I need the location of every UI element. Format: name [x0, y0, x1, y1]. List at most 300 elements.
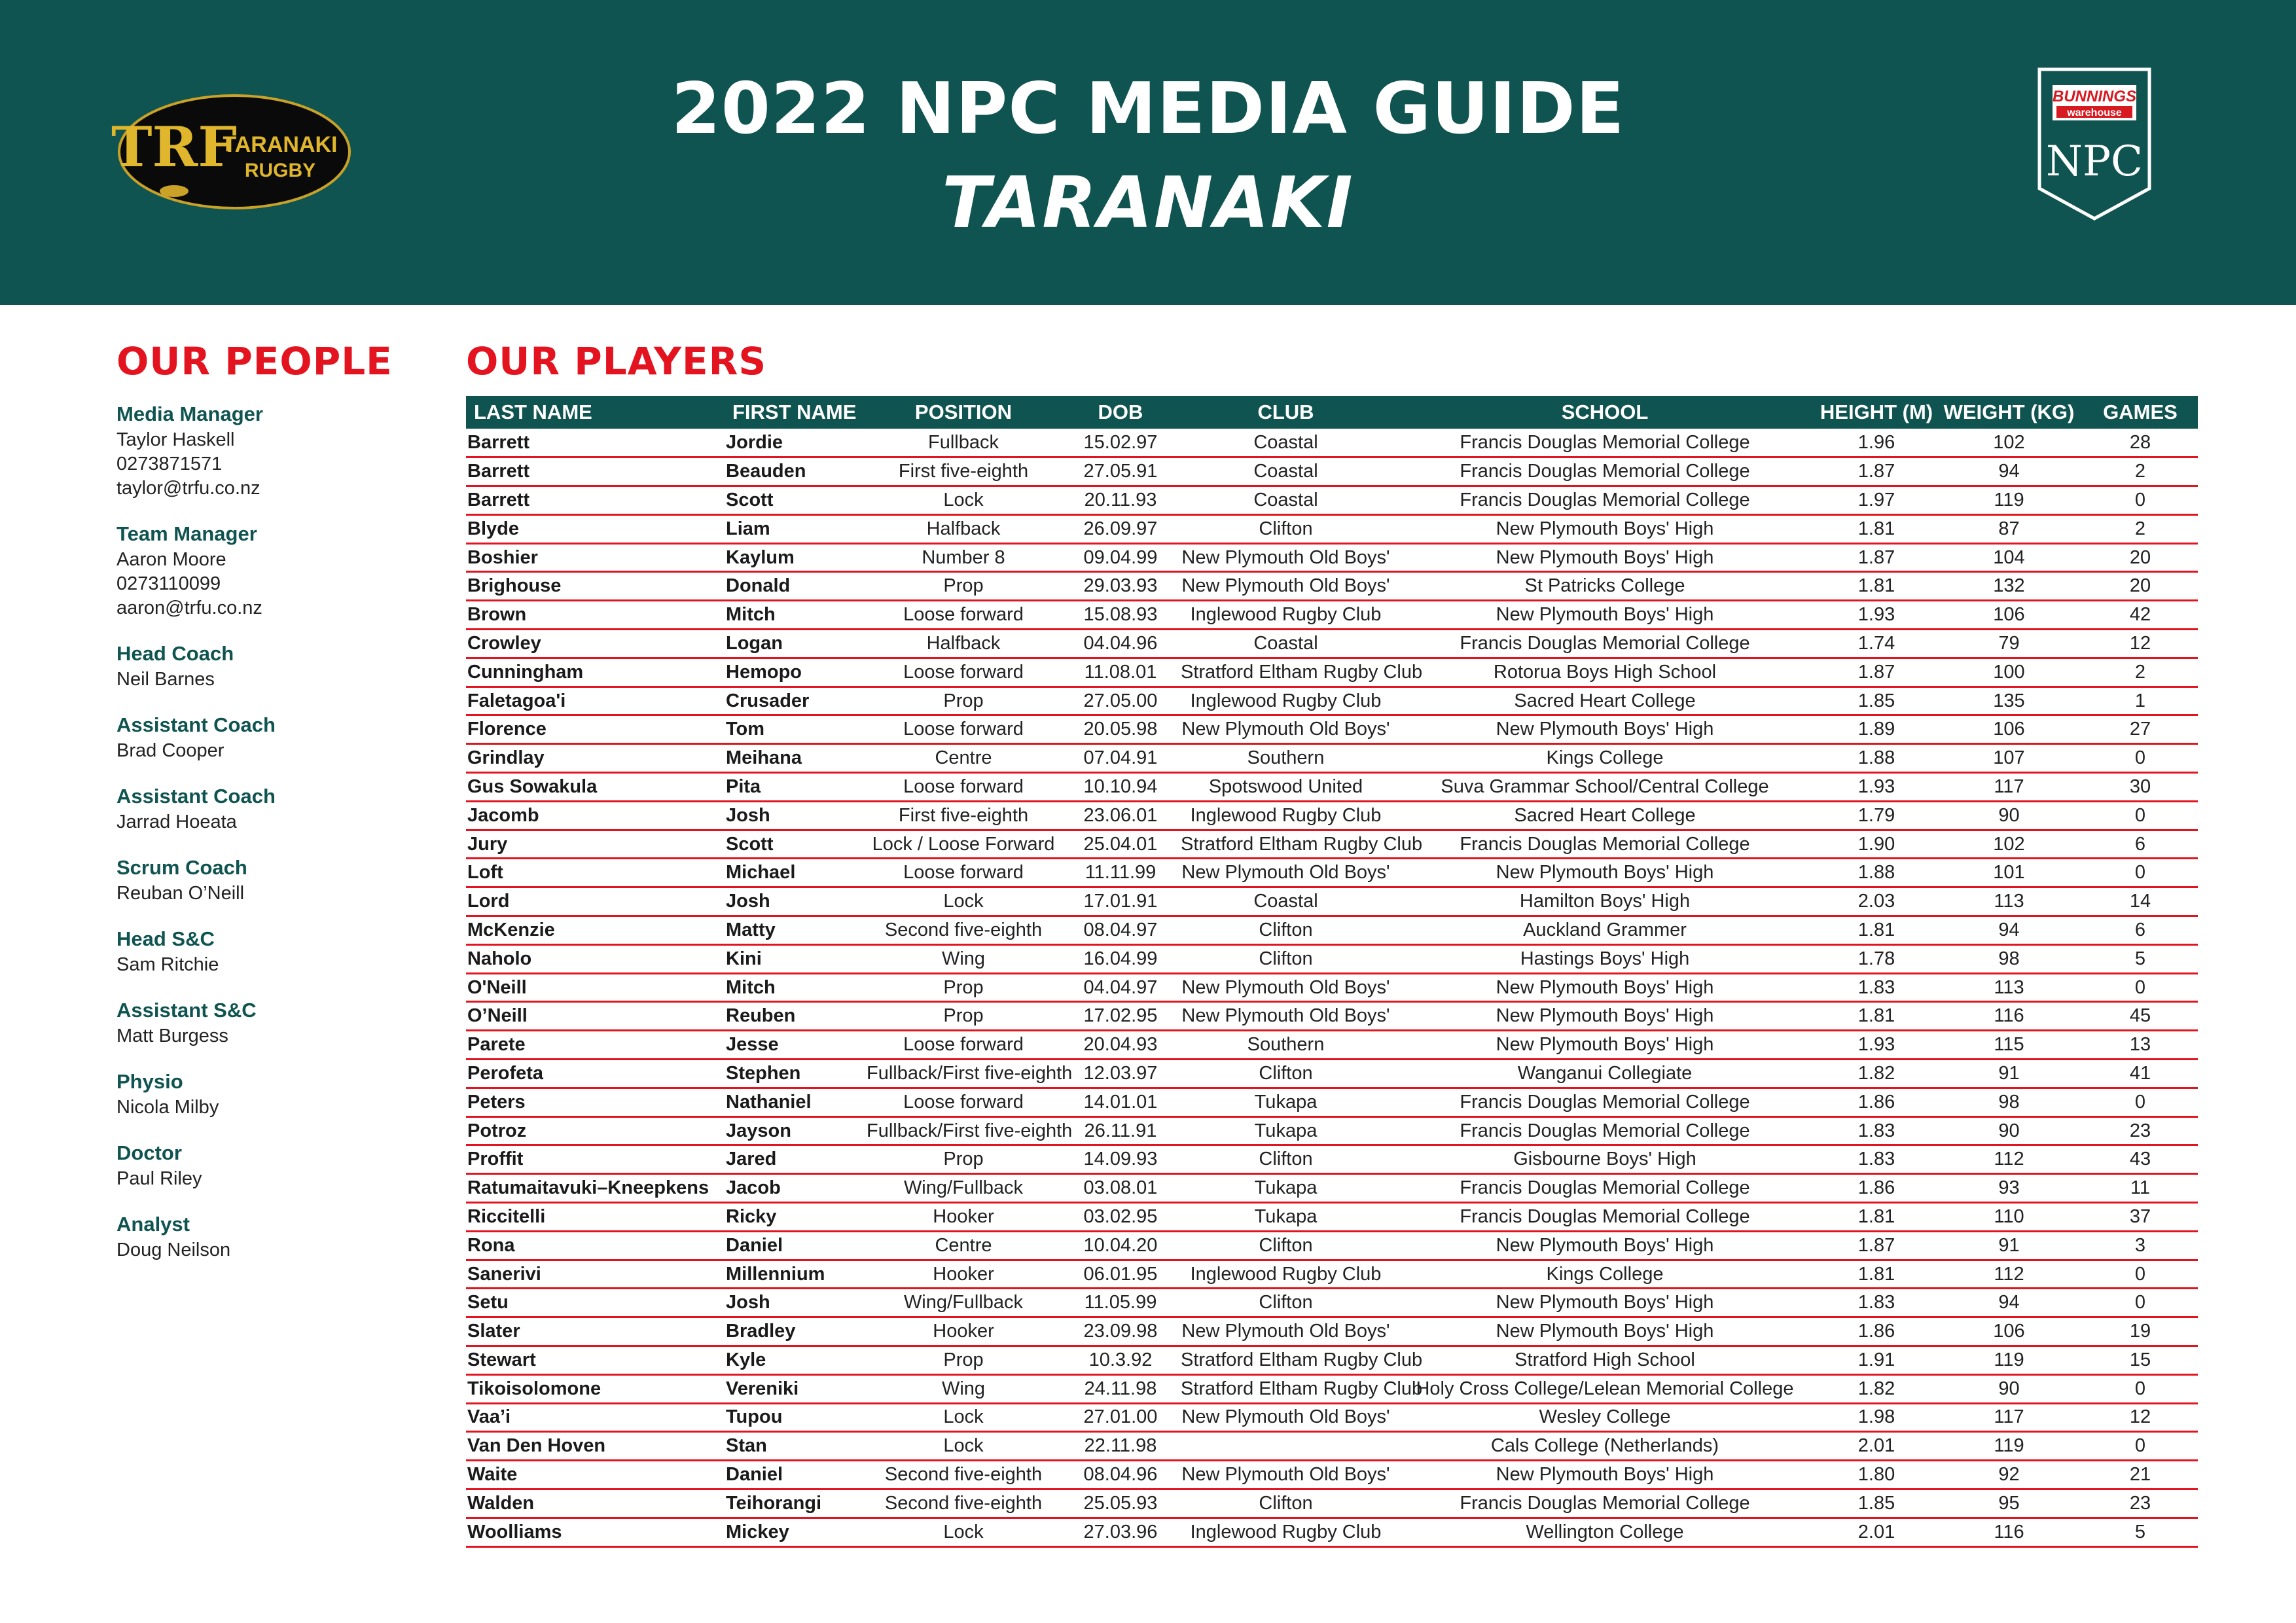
cell-games: 5 [2083, 944, 2198, 973]
cell-position: First five-eighth [865, 457, 1062, 486]
cell-first-name: Vereniki [725, 1374, 865, 1403]
cell-position: Wing [865, 1374, 1062, 1403]
cell-school: New Plymouth Boys' High [1392, 1002, 1818, 1031]
cell-weight: 113 [1935, 887, 2083, 916]
cell-games: 23 [2083, 1116, 2198, 1145]
cell-weight: 117 [1935, 1403, 2083, 1432]
cell-school: New Plymouth Boys' High [1392, 514, 1818, 543]
cell-last-name: Setu [466, 1289, 725, 1317]
cell-club: Inglewood Rugby Club [1179, 1260, 1392, 1289]
cell-last-name: Peters [466, 1088, 725, 1116]
cell-school: New Plymouth Boys' High [1392, 859, 1818, 887]
cell-last-name: Grindlay [466, 744, 725, 773]
cell-first-name: Teihorangi [725, 1489, 865, 1518]
table-row [466, 687, 2198, 715]
cell-weight: 119 [1935, 1346, 2083, 1375]
cell-club: New Plymouth Old Boys' [1179, 1461, 1392, 1489]
staff-entry [117, 520, 431, 620]
sponsor-subname: warehouse [2067, 107, 2122, 118]
staff-role: Doctor [117, 1141, 182, 1164]
staff-role: Assistant Coach [117, 785, 276, 808]
cell-last-name: Riccitelli [466, 1203, 725, 1232]
cell-first-name: Pita [725, 773, 865, 802]
cell-games: 30 [2083, 773, 2198, 802]
table-row [466, 801, 2198, 830]
table-row [466, 773, 2198, 802]
cell-school: New Plymouth Boys' High [1392, 1317, 1818, 1346]
cell-club: Clifton [1179, 1060, 1392, 1088]
cell-dob: 22.11.98 [1062, 1432, 1179, 1461]
cell-dob: 12.03.97 [1062, 1060, 1179, 1088]
cell-last-name: Slater [466, 1317, 725, 1346]
cell-club: New Plymouth Old Boys' [1179, 1317, 1392, 1346]
cell-dob: 25.05.93 [1062, 1489, 1179, 1518]
staff-detail: 0273871571 [117, 454, 223, 474]
cell-first-name: Stan [725, 1432, 865, 1461]
cell-school: Kings College [1392, 1260, 1818, 1289]
cell-position: Prop [865, 687, 1062, 715]
cell-weight: 102 [1935, 830, 2083, 859]
cell-dob: 03.02.95 [1062, 1203, 1179, 1232]
cell-position: Wing [865, 944, 1062, 973]
cell-last-name: Waite [466, 1461, 725, 1489]
cell-last-name: Boshier [466, 543, 725, 572]
cell-position: Second five-eighth [865, 1489, 1062, 1518]
cell-school: Wanganui Collegiate [1392, 1060, 1818, 1088]
cell-school: Wellington College [1392, 1518, 1818, 1546]
cell-height: 1.83 [1818, 973, 1935, 1002]
cell-weight: 116 [1935, 1002, 2083, 1031]
cell-weight: 101 [1935, 859, 2083, 887]
cell-position: Halfback [865, 514, 1062, 543]
cell-weight: 90 [1935, 801, 2083, 830]
table-row [466, 1174, 2198, 1203]
cell-last-name: Cunningham [466, 658, 725, 687]
cell-dob: 14.09.93 [1062, 1145, 1179, 1174]
cell-games: 2 [2083, 457, 2198, 486]
cell-dob: 27.03.96 [1062, 1518, 1179, 1546]
cell-dob: 04.04.96 [1062, 630, 1179, 658]
cell-games: 0 [2083, 1289, 2198, 1317]
cell-height: 1.81 [1818, 514, 1935, 543]
cell-height: 1.90 [1818, 830, 1935, 859]
cell-weight: 90 [1935, 1116, 2083, 1145]
staff-role: Analyst [117, 1213, 190, 1236]
staff-entry [117, 1068, 431, 1120]
table-row [466, 630, 2198, 658]
cell-club [1179, 1432, 1392, 1461]
table-row [466, 658, 2198, 687]
table-row [466, 1432, 2198, 1461]
cell-last-name: Stewart [466, 1346, 725, 1375]
cell-position: Number 8 [865, 543, 1062, 572]
cell-first-name: Meihana [725, 744, 865, 773]
table-row [466, 1031, 2198, 1060]
cell-dob: 25.04.01 [1062, 830, 1179, 859]
cell-position: Prop [865, 973, 1062, 1002]
cell-position: Centre [865, 744, 1062, 773]
staff-detail: Brad Cooper [117, 740, 224, 761]
cell-school: Francis Douglas Memorial College [1392, 1174, 1818, 1203]
cell-position: Fullback [865, 429, 1062, 457]
cell-club: New Plymouth Old Boys' [1179, 715, 1392, 744]
cell-school: Francis Douglas Memorial College [1392, 486, 1818, 515]
cell-games: 12 [2083, 1403, 2198, 1432]
staff-detail: Nicola Milby [117, 1097, 219, 1118]
cell-dob: 23.09.98 [1062, 1317, 1179, 1346]
staff-role: Scrum Coach [117, 856, 247, 879]
cell-height: 1.97 [1818, 486, 1935, 515]
staff-detail: Neil Barnes [117, 669, 215, 690]
cell-school: Francis Douglas Memorial College [1392, 1203, 1818, 1232]
cell-school: Auckland Grammer [1392, 916, 1818, 945]
cell-position: Second five-eighth [865, 1461, 1062, 1489]
cell-school: Francis Douglas Memorial College [1392, 429, 1818, 457]
cell-first-name: Daniel [725, 1461, 865, 1489]
cell-last-name: Woolliams [466, 1518, 725, 1546]
cell-height: 1.87 [1818, 658, 1935, 687]
staff-role: Team Manager [117, 522, 257, 545]
cell-height: 1.93 [1818, 1031, 1935, 1060]
cell-school: Francis Douglas Memorial College [1392, 457, 1818, 486]
cell-last-name: Florence [466, 715, 725, 744]
cell-weight: 113 [1935, 973, 2083, 1002]
cell-club: Clifton [1179, 1145, 1392, 1174]
cell-weight: 95 [1935, 1489, 2083, 1518]
cell-last-name: Barrett [466, 429, 725, 457]
cell-dob: 27.05.91 [1062, 457, 1179, 486]
cell-position: Loose forward [865, 859, 1062, 887]
cell-games: 0 [2083, 486, 2198, 515]
cell-dob: 06.01.95 [1062, 1260, 1179, 1289]
cell-weight: 100 [1935, 658, 2083, 687]
cell-height: 2.01 [1818, 1518, 1935, 1546]
cell-weight: 115 [1935, 1031, 2083, 1060]
cell-club: Stratford Eltham Rugby Club [1179, 830, 1392, 859]
cell-position: Prop [865, 572, 1062, 601]
cell-weight: 79 [1935, 630, 2083, 658]
staff-role: Assistant S&C [117, 999, 257, 1022]
table-row [466, 429, 2198, 457]
cell-school: New Plymouth Boys' High [1392, 1231, 1818, 1260]
cell-first-name: Mitch [725, 601, 865, 630]
npc-mark: NPC [2045, 137, 2144, 186]
cell-games: 1 [2083, 687, 2198, 715]
cell-height: 1.82 [1818, 1060, 1935, 1088]
staff-entry [117, 640, 431, 692]
cell-weight: 110 [1935, 1203, 2083, 1232]
cell-games: 14 [2083, 887, 2198, 916]
cell-weight: 135 [1935, 687, 2083, 715]
cell-school: Hastings Boys' High [1392, 944, 1818, 973]
cell-school: Hamilton Boys' High [1392, 887, 1818, 916]
cell-dob: 09.04.99 [1062, 543, 1179, 572]
cell-school: Sacred Heart College [1392, 687, 1818, 715]
cell-weight: 119 [1935, 486, 2083, 515]
cell-position: Fullback/First five-eighth [865, 1116, 1062, 1145]
table-row [466, 830, 2198, 859]
cell-club: Inglewood Rugby Club [1179, 801, 1392, 830]
table-row [466, 1461, 2198, 1489]
cell-last-name: Sanerivi [466, 1260, 725, 1289]
cell-school: New Plymouth Boys' High [1392, 1289, 1818, 1317]
cell-weight: 112 [1935, 1260, 2083, 1289]
cell-height: 1.78 [1818, 944, 1935, 973]
cell-weight: 117 [1935, 773, 2083, 802]
logo-text-line1: TARANAKI [223, 132, 338, 157]
cell-games: 2 [2083, 658, 2198, 687]
staff-role: Physio [117, 1070, 183, 1093]
cell-games: 23 [2083, 1489, 2198, 1518]
cell-weight: 91 [1935, 1231, 2083, 1260]
cell-school: Francis Douglas Memorial College [1392, 1116, 1818, 1145]
table-row [466, 1231, 2198, 1260]
staff-detail: Reuban O’Neill [117, 883, 245, 904]
cell-first-name: Kini [725, 944, 865, 973]
staff-role: Head Coach [117, 642, 234, 665]
table-row [466, 744, 2198, 773]
page-title: 2022 NPC MEDIA GUIDE [671, 68, 1625, 150]
staff-detail: Taylor Haskell [117, 429, 235, 450]
cell-games: 0 [2083, 1088, 2198, 1116]
cell-weight: 94 [1935, 916, 2083, 945]
cell-club: Stratford Eltham Rugby Club [1179, 1374, 1392, 1403]
cell-last-name: Jacomb [466, 801, 725, 830]
cell-club: New Plymouth Old Boys' [1179, 859, 1392, 887]
npc-bunnings-logo-icon [2036, 65, 2153, 223]
cell-school: Stratford High School [1392, 1346, 1818, 1375]
col-position: POSITION [865, 396, 1062, 429]
cell-dob: 15.08.93 [1062, 601, 1179, 630]
cell-first-name: Tom [725, 715, 865, 744]
cell-school: Suva Grammar School/Central College [1392, 773, 1818, 802]
cell-position: Hooker [865, 1260, 1062, 1289]
cell-first-name: Kyle [725, 1346, 865, 1375]
cell-dob: 11.11.99 [1062, 859, 1179, 887]
cell-school: New Plymouth Boys' High [1392, 543, 1818, 572]
staff-detail: Paul Riley [117, 1168, 202, 1189]
cell-last-name: Ratumaitavuki–Kneepkens [466, 1174, 725, 1203]
cell-games: 0 [2083, 1432, 2198, 1461]
cell-height: 1.83 [1818, 1145, 1935, 1174]
cell-first-name: Scott [725, 830, 865, 859]
cell-school: Sacred Heart College [1392, 801, 1818, 830]
table-row [466, 973, 2198, 1002]
cell-first-name: Liam [725, 514, 865, 543]
cell-position: Loose forward [865, 715, 1062, 744]
cell-games: 19 [2083, 1317, 2198, 1346]
staff-entry [117, 1211, 431, 1262]
cell-position: Lock / Loose Forward [865, 830, 1062, 859]
cell-height: 2.01 [1818, 1432, 1935, 1461]
col-club: CLUB [1179, 396, 1392, 429]
cell-games: 0 [2083, 801, 2198, 830]
cell-position: Prop [865, 1346, 1062, 1375]
col-weight: WEIGHT (KG) [1935, 396, 2083, 429]
staff-detail: 0273110099 [117, 573, 221, 594]
cell-position: Centre [865, 1231, 1062, 1260]
table-header-row [466, 396, 2198, 429]
cell-height: 1.83 [1818, 1116, 1935, 1145]
cell-last-name: Vaa’i [466, 1403, 725, 1432]
staff-role: Head S&C [117, 927, 215, 950]
cell-position: Fullback/First five-eighth [865, 1060, 1062, 1088]
cell-height: 1.86 [1818, 1174, 1935, 1203]
cell-last-name: O’Neill [466, 1002, 725, 1031]
table-row [466, 916, 2198, 945]
staff-detail: Sam Ritchie [117, 954, 219, 975]
cell-club: Clifton [1179, 1231, 1392, 1260]
cell-first-name: Josh [725, 1289, 865, 1317]
cell-school: Cals College (Netherlands) [1392, 1432, 1818, 1461]
cell-dob: 16.04.99 [1062, 944, 1179, 973]
table-row [466, 1346, 2198, 1375]
cell-dob: 08.04.96 [1062, 1461, 1179, 1489]
cell-games: 13 [2083, 1031, 2198, 1060]
cell-first-name: Jared [725, 1145, 865, 1174]
cell-position: Loose forward [865, 773, 1062, 802]
staff-detail: Matt Burgess [117, 1026, 228, 1046]
col-games: GAMES [2083, 396, 2198, 429]
cell-weight: 87 [1935, 514, 2083, 543]
cell-position: Lock [865, 1403, 1062, 1432]
cell-height: 2.03 [1818, 887, 1935, 916]
header-banner [0, 0, 2296, 305]
staff-list [117, 401, 431, 1282]
table-row [466, 457, 2198, 486]
table-row [466, 1060, 2198, 1088]
table-row [466, 486, 2198, 515]
cell-weight: 104 [1935, 543, 2083, 572]
cell-last-name: Parete [466, 1031, 725, 1060]
cell-weight: 93 [1935, 1174, 2083, 1203]
players-table [466, 396, 2198, 1548]
cell-dob: 27.01.00 [1062, 1403, 1179, 1432]
cell-last-name: Walden [466, 1489, 725, 1518]
table-row [466, 1088, 2198, 1116]
cell-club: Coastal [1179, 429, 1392, 457]
staff-role: Assistant Coach [117, 713, 276, 736]
cell-last-name: Faletagoa'i [466, 687, 725, 715]
cell-dob: 11.08.01 [1062, 658, 1179, 687]
cell-last-name: Proffit [466, 1145, 725, 1174]
cell-school: New Plymouth Boys' High [1392, 1031, 1818, 1060]
cell-height: 1.81 [1818, 1203, 1935, 1232]
cell-first-name: Donald [725, 572, 865, 601]
table-row [466, 887, 2198, 916]
cell-games: 0 [2083, 1374, 2198, 1403]
cell-last-name: Lord [466, 887, 725, 916]
cell-school: Rotorua Boys High School [1392, 658, 1818, 687]
cell-first-name: Ricky [725, 1203, 865, 1232]
cell-first-name: Kaylum [725, 543, 865, 572]
table-row [466, 715, 2198, 744]
table-row [466, 859, 2198, 887]
table-row [466, 1260, 2198, 1289]
cell-position: Loose forward [865, 601, 1062, 630]
cell-games: 45 [2083, 1002, 2198, 1031]
cell-position: Loose forward [865, 658, 1062, 687]
cell-position: Halfback [865, 630, 1062, 658]
cell-games: 20 [2083, 543, 2198, 572]
cell-games: 21 [2083, 1461, 2198, 1489]
cell-club: Inglewood Rugby Club [1179, 687, 1392, 715]
table-row [466, 1145, 2198, 1174]
cell-club: Stratford Eltham Rugby Club [1179, 658, 1392, 687]
cell-position: Prop [865, 1002, 1062, 1031]
cell-first-name: Crusader [725, 687, 865, 715]
cell-height: 1.98 [1818, 1403, 1935, 1432]
table-row [466, 1002, 2198, 1031]
cell-games: 11 [2083, 1174, 2198, 1203]
cell-first-name: Scott [725, 486, 865, 515]
table-row [466, 572, 2198, 601]
cell-club: Coastal [1179, 630, 1392, 658]
cell-dob: 10.04.20 [1062, 1231, 1179, 1260]
cell-last-name: Gus Sowakula [466, 773, 725, 802]
page-subtitle: TARANAKI [942, 162, 1354, 244]
cell-club: Coastal [1179, 887, 1392, 916]
staff-entry [117, 401, 431, 501]
cell-height: 1.87 [1818, 543, 1935, 572]
cell-position: Hooker [865, 1203, 1062, 1232]
cell-club: Coastal [1179, 457, 1392, 486]
cell-games: 42 [2083, 601, 2198, 630]
cell-first-name: Tupou [725, 1403, 865, 1432]
cell-school: Francis Douglas Memorial College [1392, 1088, 1818, 1116]
col-last-name: LAST NAME [466, 396, 725, 429]
cell-games: 5 [2083, 1518, 2198, 1546]
staff-entry [117, 997, 431, 1048]
cell-first-name: Josh [725, 801, 865, 830]
our-people-heading: OUR PEOPLE [117, 339, 393, 383]
cell-weight: 112 [1935, 1145, 2083, 1174]
our-players-heading: OUR PLAYERS [466, 339, 767, 383]
cell-last-name: Van Den Hoven [466, 1432, 725, 1461]
table-row [466, 1116, 2198, 1145]
cell-games: 0 [2083, 973, 2198, 1002]
cell-dob: 26.11.91 [1062, 1116, 1179, 1145]
cell-games: 3 [2083, 1231, 2198, 1260]
cell-weight: 119 [1935, 1432, 2083, 1461]
staff-detail: Jarrad Hoeata [117, 812, 237, 832]
cell-school: New Plymouth Boys' High [1392, 601, 1818, 630]
cell-height: 1.87 [1818, 457, 1935, 486]
cell-last-name: Potroz [466, 1116, 725, 1145]
cell-first-name: Jayson [725, 1116, 865, 1145]
cell-school: Gisbourne Boys' High [1392, 1145, 1818, 1174]
cell-height: 1.81 [1818, 1260, 1935, 1289]
staff-entry [117, 925, 431, 977]
cell-games: 20 [2083, 572, 2198, 601]
cell-school: Kings College [1392, 744, 1818, 773]
cell-height: 1.83 [1818, 1289, 1935, 1317]
cell-dob: 23.06.01 [1062, 801, 1179, 830]
cell-school: Holy Cross College/Lelean Memorial College [1392, 1374, 1818, 1403]
cell-dob: 04.04.97 [1062, 973, 1179, 1002]
cell-first-name: Jacob [725, 1174, 865, 1203]
cell-height: 1.88 [1818, 744, 1935, 773]
cell-weight: 91 [1935, 1060, 2083, 1088]
cell-position: Lock [865, 1518, 1062, 1546]
cell-school: Wesley College [1392, 1403, 1818, 1432]
cell-height: 1.86 [1818, 1088, 1935, 1116]
cell-last-name: Brighouse [466, 572, 725, 601]
cell-weight: 106 [1935, 1317, 2083, 1346]
cell-position: Lock [865, 887, 1062, 916]
cell-games: 6 [2083, 830, 2198, 859]
staff-detail: Doug Neilson [117, 1240, 231, 1260]
